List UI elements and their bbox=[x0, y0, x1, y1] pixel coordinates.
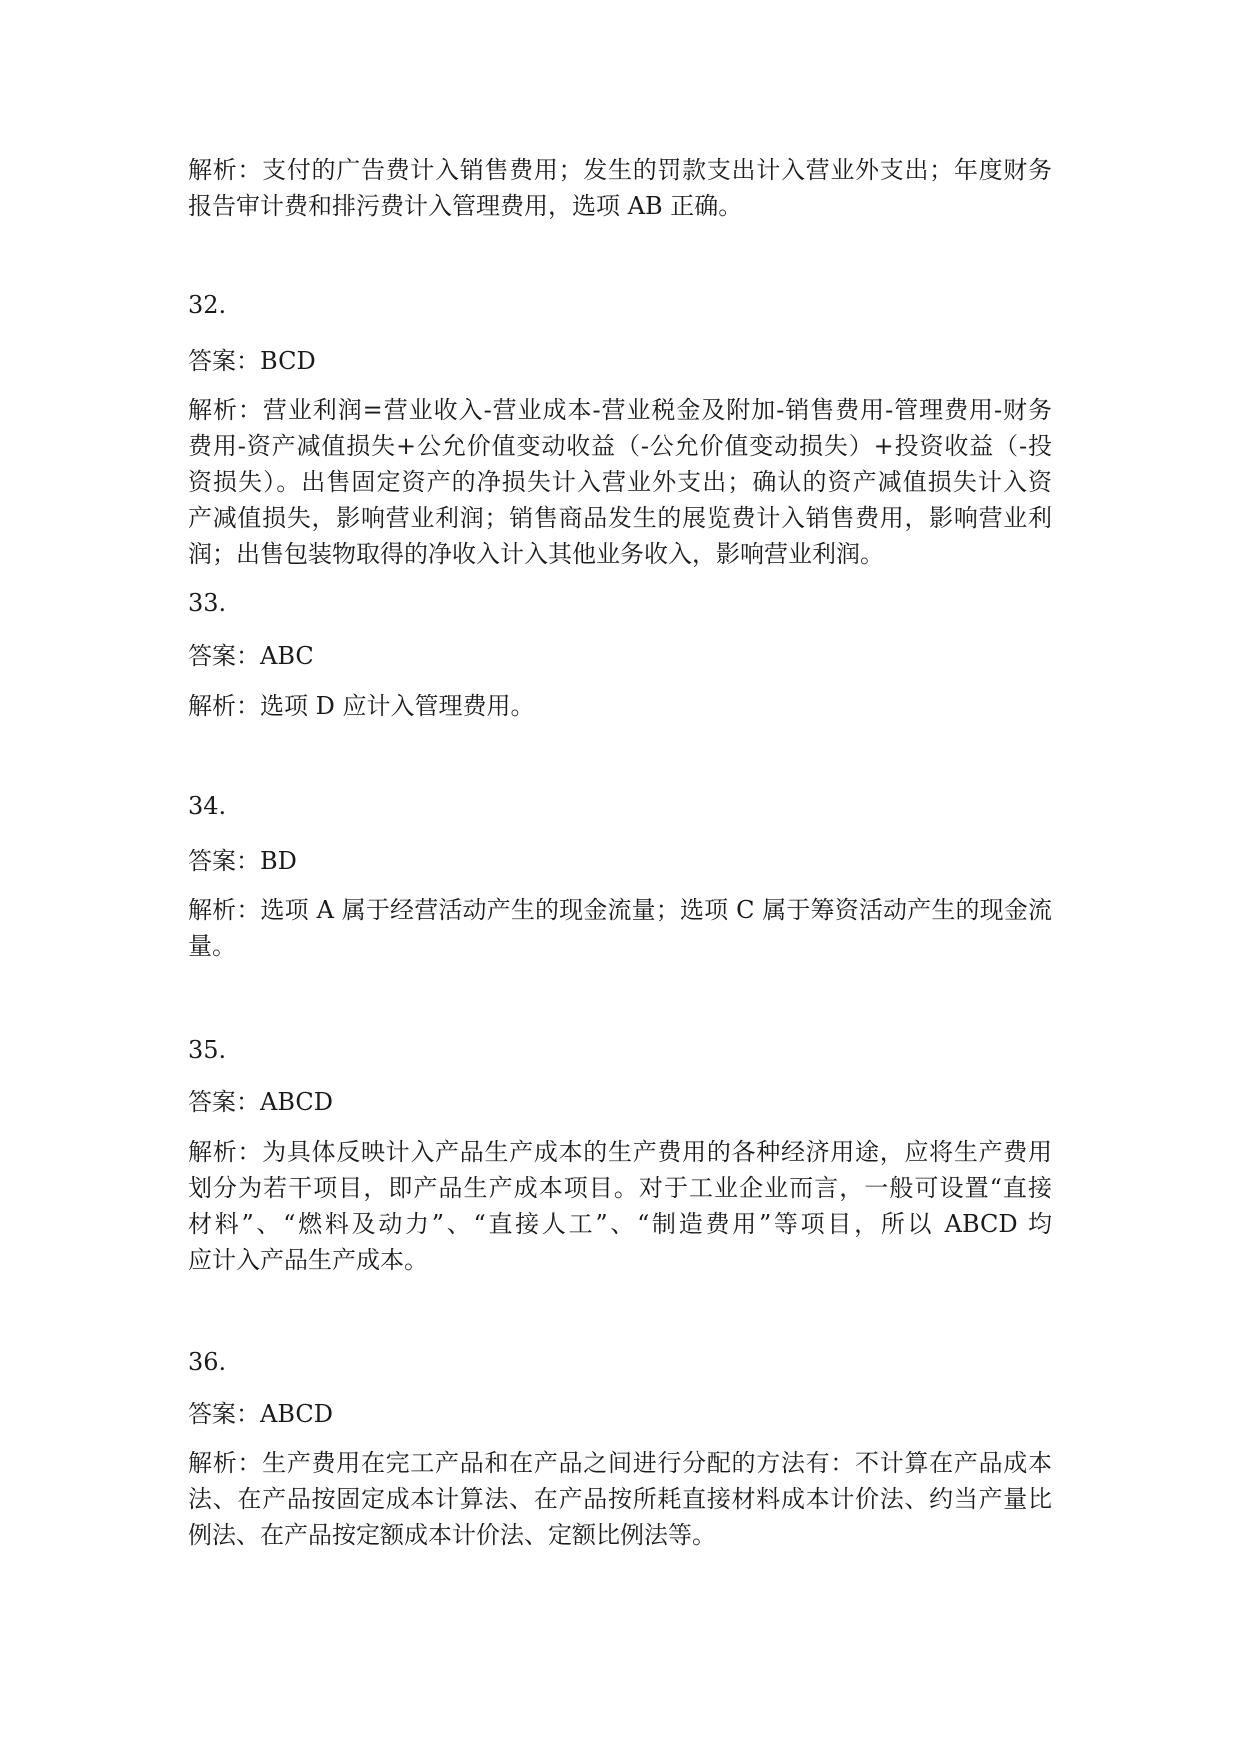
question-34-number: 34. bbox=[188, 792, 227, 820]
explanation-line: 法、在产品按固定成本计算法、在产品按所耗直接材料成本计价法、约当产量比 bbox=[188, 1485, 1052, 1513]
explanation-line: 解析：选项 D 应计入管理费用。 bbox=[188, 692, 535, 720]
question-32-number: 32. bbox=[188, 291, 227, 319]
explanation-line: 费用-资产减值损失+公允价值变动收益（-公允价值变动损失）+投资收益（-投 bbox=[188, 432, 1052, 460]
question-36-answer: 答案：ABCD bbox=[188, 1400, 334, 1428]
explanation-line: 报告审计费和排污费计入管理费用，选项 AB 正确。 bbox=[188, 192, 743, 220]
question-35-explanation bbox=[188, 1134, 1052, 1278]
question-36-number: 36. bbox=[188, 1348, 227, 1376]
explanation-line: 资损失）。出售固定资产的净损失计入营业外支出；确认的资产减值损失计入资 bbox=[188, 468, 1052, 496]
explanation-line: 材料”、“燃料及动力”、“直接人工”、“制造费用”等项目，所以 ABCD 均 bbox=[188, 1210, 1052, 1238]
question-35-number: 35. bbox=[188, 1036, 227, 1064]
question-35-answer: 答案：ABCD bbox=[188, 1088, 334, 1116]
explanation-line: 解析：支付的广告费计入销售费用；发生的罚款支出计入营业外支出；年度财务 bbox=[188, 156, 1052, 184]
carryover-explanation bbox=[188, 152, 1052, 224]
explanation-line: 产减值损失，影响营业利润；销售商品发生的展览费计入销售费用，影响营业利 bbox=[188, 504, 1052, 532]
question-36-explanation bbox=[188, 1445, 1052, 1553]
question-34-explanation bbox=[188, 892, 1052, 964]
explanation-line: 解析：生产费用在完工产品和在产品之间进行分配的方法有：不计算在产品成本 bbox=[188, 1449, 1052, 1477]
explanation-line: 解析：选项 A 属于经营活动产生的现金流量；选项 C 属于筹资活动产生的现金流 bbox=[188, 896, 1052, 924]
explanation-line: 划分为若干项目，即产品生产成本项目。对于工业企业而言，一般可设置“直接 bbox=[188, 1174, 1052, 1202]
question-33-number: 33. bbox=[188, 589, 227, 617]
explanation-line: 润；出售包装物取得的净收入计入其他业务收入，影响营业利润。 bbox=[188, 540, 884, 568]
explanation-line: 解析：为具体反映计入产品生产成本的生产费用的各种经济用途，应将生产费用 bbox=[188, 1138, 1052, 1166]
explanation-line: 例法、在产品按定额成本计价法、定额比例法等。 bbox=[188, 1521, 716, 1549]
explanation-line: 解析：营业利润=营业收入-营业成本-营业税金及附加-销售费用-管理费用-财务 bbox=[188, 396, 1052, 424]
question-33-explanation bbox=[188, 688, 1052, 724]
explanation-line: 应计入产品生产成本。 bbox=[188, 1246, 428, 1274]
question-33-answer: 答案：ABC bbox=[188, 642, 314, 670]
question-34-answer: 答案：BD bbox=[188, 847, 297, 875]
question-32-answer: 答案：BCD bbox=[188, 347, 316, 375]
explanation-line: 量。 bbox=[188, 932, 236, 960]
question-32-explanation bbox=[188, 392, 1052, 572]
